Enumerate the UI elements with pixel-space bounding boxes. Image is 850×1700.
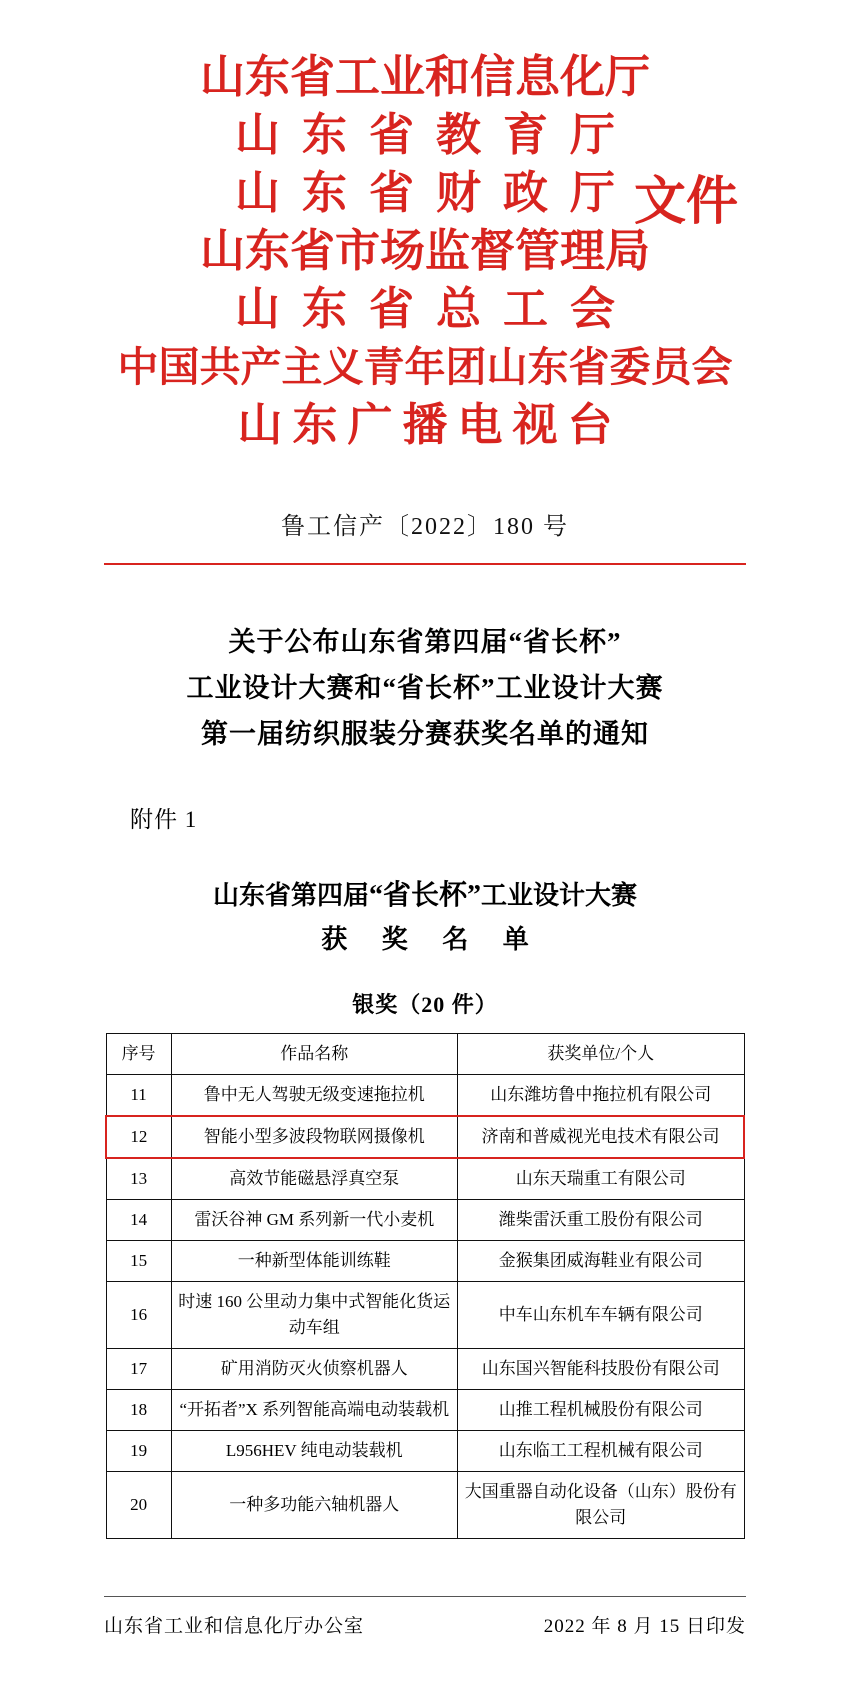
section-title-part-3: 工业设计大赛: [481, 881, 638, 910]
page-title: [70, 619, 780, 757]
table-cell-org: 金猴集团威海鞋业有限公司: [457, 1241, 744, 1282]
masthead-line-1: 山东省工业和信息化厅: [199, 52, 650, 102]
section-title-part-2: “省长杯”: [368, 880, 481, 911]
table-cell-work: “开拓者”X 系列智能高端电动装载机: [171, 1390, 457, 1431]
table-cell-work: 时速 160 公里动力集中式智能化货运动车组: [171, 1282, 457, 1349]
table-cell-org: 山东潍坊鲁中拖拉机有限公司: [457, 1075, 744, 1117]
table-row: [106, 1390, 744, 1431]
page-title-line-1: 关于公布山东省第四届“省长杯”: [228, 627, 622, 657]
table-cell-index: 13: [106, 1158, 171, 1200]
table-cell-index: 19: [106, 1431, 171, 1472]
footer-date: 2022 年 8 月 15 日印发: [543, 1616, 746, 1637]
table-cell-org: 济南和普威视光电技术有限公司: [457, 1116, 744, 1158]
table-row: [106, 1241, 744, 1282]
table-header-work: 作品名称: [171, 1034, 457, 1075]
masthead-line-3: 山东省财政厅: [234, 168, 637, 218]
table-header-row: [106, 1034, 744, 1075]
section-title-line-2: 获 奖 名 单: [321, 925, 543, 954]
table-row: [106, 1158, 744, 1200]
table-row: [106, 1282, 744, 1349]
table-row: [106, 1431, 744, 1472]
attachment-label: 附件 1: [130, 807, 198, 832]
table-cell-index: 12: [106, 1116, 171, 1158]
table-cell-work: 鲁中无人驾驶无级变速拖拉机: [171, 1075, 457, 1117]
section-title: [70, 874, 780, 918]
masthead-line-7: 山东广播电视台: [237, 400, 623, 450]
table-cell-index: 15: [106, 1241, 171, 1282]
footer-divider: [104, 1596, 746, 1597]
page-title-line-2: 工业设计大赛和“省长杯”工业设计大赛: [186, 673, 664, 703]
table-cell-index: 18: [106, 1390, 171, 1431]
table-cell-work: 一种新型体能训练鞋: [171, 1241, 457, 1282]
table-cell-work: L956HEV 纯电动装载机: [171, 1431, 457, 1472]
masthead-line-2: 山东省教育厅: [234, 110, 637, 160]
table-row: [106, 1116, 744, 1158]
masthead-line-4: 山东省市场监督管理局: [199, 226, 650, 276]
masthead-line-5: 山东省总工会: [234, 284, 637, 334]
table-row: [106, 1200, 744, 1241]
table-cell-org: 山东临工工程机械有限公司: [457, 1431, 744, 1472]
masthead: [70, 0, 780, 454]
table-cell-index: 11: [106, 1075, 171, 1117]
table-cell-work: 智能小型多波段物联网摄像机: [171, 1116, 457, 1158]
table-cell-org: 大国重器自动化设备（山东）股份有限公司: [457, 1472, 744, 1539]
table-cell-org: 潍柴雷沃重工股份有限公司: [457, 1200, 744, 1241]
table-cell-index: 17: [106, 1349, 171, 1390]
table-header-index: 序号: [106, 1034, 171, 1075]
table-cell-work: 高效节能磁悬浮真空泵: [171, 1158, 457, 1200]
winners-table: [105, 1033, 745, 1539]
red-divider: [104, 563, 746, 565]
table-cell-org: 山东国兴智能科技股份有限公司: [457, 1349, 744, 1390]
document-number: 鲁工信产〔2022〕180 号: [281, 514, 569, 540]
footer-issuer: 山东省工业和信息化厅办公室: [104, 1616, 365, 1637]
masthead-line-6: 中国共产主义青年团山东省委员会: [117, 344, 733, 390]
table-cell-org: 中车山东机车车辆有限公司: [457, 1282, 744, 1349]
table-cell-work: 一种多功能六轴机器人: [171, 1472, 457, 1539]
table-row: [106, 1472, 744, 1539]
table-cell-index: 20: [106, 1472, 171, 1539]
page-title-line-3: 第一届纺织服装分赛获奖名单的通知: [201, 719, 649, 749]
table-row: [106, 1075, 744, 1117]
table-row: [106, 1349, 744, 1390]
table-cell-index: 14: [106, 1200, 171, 1241]
table-cell-org: 山推工程机械股份有限公司: [457, 1390, 744, 1431]
document-footer: [70, 1596, 780, 1638]
award-category-label: 银奖（20 件）: [352, 992, 498, 1017]
table-cell-org: 山东天瑞重工有限公司: [457, 1158, 744, 1200]
masthead-document-mark: 文件: [633, 174, 738, 231]
table-cell-work: 雷沃谷神 GM 系列新一代小麦机: [171, 1200, 457, 1241]
section-title-part-1: 山东省第四届: [212, 881, 369, 910]
table-cell-work: 矿用消防灭火侦察机器人: [171, 1349, 457, 1390]
table-header-org: 获奖单位/个人: [457, 1034, 744, 1075]
table-cell-index: 16: [106, 1282, 171, 1349]
